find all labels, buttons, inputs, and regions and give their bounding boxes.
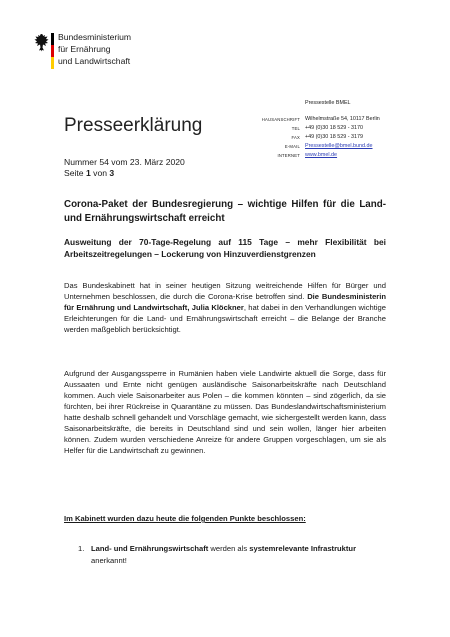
page-indicator <box>64 168 185 179</box>
contact-value: +49 (0)30 18 529 - 3179 <box>305 134 363 140</box>
contact-label: E-MAIL <box>284 144 300 149</box>
contact-value: Wilhelmstraße 54, 10117 Berlin <box>305 116 380 122</box>
contact-row-fax <box>248 133 380 142</box>
contact-row-email <box>248 142 380 151</box>
page-of: von <box>90 168 110 178</box>
intro-text: Das Bundeskabinett hat in seiner heutigen Sitzung weitreichende Hilfen für Bürger und Unternehmen beschlossen, die durch die Corona-Krise betroffen sind. <box>64 281 386 301</box>
intro-minister: Die Bundesministerin für Ernährung und Landwirtschaft, Julia Klöckner <box>64 292 387 312</box>
contact-block <box>248 115 380 160</box>
list-item-bold: systemrelevante Infrastruktur <box>249 544 357 553</box>
contact-office: Pressestelle BMEL <box>305 100 351 106</box>
ministry-name <box>58 31 131 67</box>
page-total: 3 <box>109 168 115 178</box>
list-item-text <box>91 543 381 567</box>
decisions-lead: Im Kabinett wurden dazu heute die folgenden Punkte beschlossen: <box>64 514 306 523</box>
list-item-number: 1. <box>78 544 85 553</box>
release-meta <box>64 157 185 179</box>
contact-row-tel <box>248 124 380 133</box>
contact-label: FAX <box>291 135 300 140</box>
contact-label: INTERNET <box>277 153 300 158</box>
release-number: Nummer 54 vom 23. März 2020 <box>64 157 185 167</box>
list-item-connector: werden als <box>208 544 250 553</box>
contact-row-address <box>248 115 380 124</box>
page-current: 1 <box>85 168 91 178</box>
ministry-logo <box>34 30 194 70</box>
contact-label: HAUSANSCHRIFT <box>261 117 300 122</box>
headline: Corona-Paket der Bundesregierung – wichtige Hilfen für die Land- und Ernährungswirtschaft erreicht <box>64 199 386 224</box>
ministry-line-3: und Landwirtschaft <box>58 56 131 66</box>
federal-eagle-icon <box>34 33 49 55</box>
paragraph-intro <box>64 280 386 335</box>
list-item-end: anerkannt! <box>91 556 127 565</box>
subheadline: Ausweitung der 70-Tage-Regelung auf 115 Tage – mehr Flexibilität bei Arbeitszeitregelungen – Lockerung von Hinzuverdienstgrenzen <box>64 237 386 259</box>
contact-row-internet <box>248 151 380 160</box>
ministry-line-1: Bundesministerium <box>58 32 132 42</box>
list-item-bold: Land- und Ernährungswirtschaft <box>91 544 209 553</box>
federal-flag-bar <box>51 33 54 69</box>
page-label: Seite <box>64 168 86 178</box>
page-title: Presseerklärung <box>64 115 203 136</box>
email-link[interactable]: Pressestelle@bmel.bund.de <box>305 143 373 149</box>
ministry-line-2: für Ernährung <box>58 44 111 54</box>
contact-value: +49 (0)30 18 529 - 3170 <box>305 125 363 131</box>
contact-label: TEL <box>291 126 300 131</box>
intro-text-end: , hat dabei in den Verhandlungen wichtige Erleichterungen für die Land- und Ernährungswirtschaft erreicht – die Belange der Branche werden maßgeblich berücksichtigt. <box>64 303 386 334</box>
paragraph-background: Aufgrund der Ausgangssperre in Rumänien haben viele Landwirte aktuell die Sorge, dass für Aussaaten und Ernte nicht genügen ausländische Saisonarbeitskräfte nach Deutschland kommen. Auch viele Saisonarbeiter aus Polen – die kommen könnten – sind zögerlich, da sie fürchten, bei ihrer Rückreise in Quarantäne zu müssen. Das Bundeslandwirtschaftsministerium hatte deshalb schnell gehandelt und Vorschläge gemacht, wie sichergestellt werden kann, dass Saisonarbeitskräfte, die bereits in Deutschland sind und sein wollen, länger hier arbeiten können. Zudem wurden verschiedene Anreize für andere Gruppen vorgeschlagen, um sie als Helfer für die Landwirtschaft zu gewinnen. <box>64 369 386 455</box>
website-link[interactable]: www.bmel.de <box>305 152 338 158</box>
